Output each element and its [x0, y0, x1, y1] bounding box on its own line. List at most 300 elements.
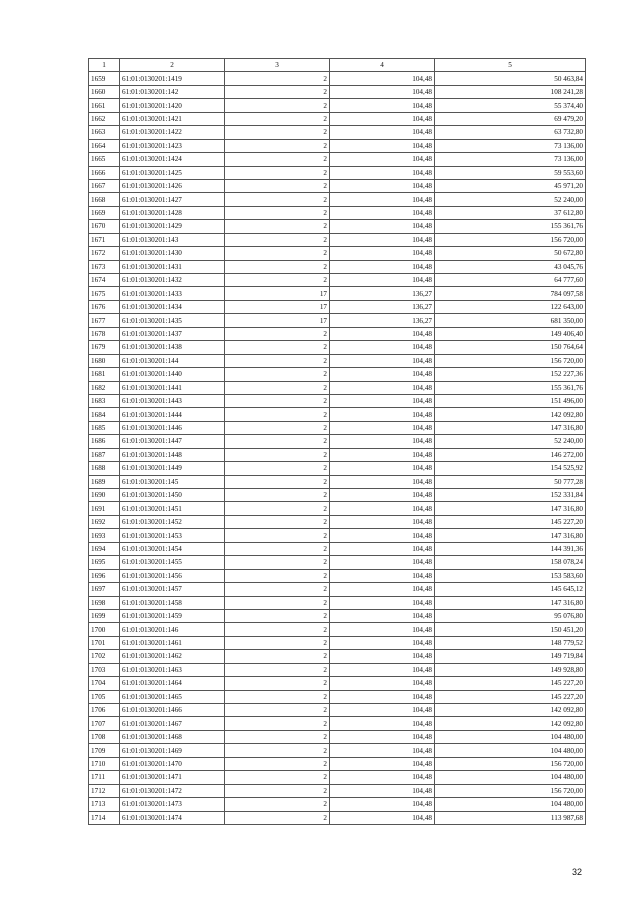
- column-5-cell: 158 078,24: [435, 556, 586, 569]
- column-5-cell: 63 732,80: [435, 126, 586, 139]
- column-3-cell: 2: [225, 233, 330, 246]
- cadastral-number-cell: 61:01:0130201:1443: [120, 394, 225, 407]
- cadastral-number-cell: 61:01:0130201:1459: [120, 609, 225, 622]
- table-row: [89, 327, 586, 340]
- cadastral-number-cell: 61:01:0130201:1435: [120, 314, 225, 327]
- cadastral-number-cell: 61:01:0130201:1462: [120, 650, 225, 663]
- column-5-cell: 142 092,80: [435, 704, 586, 717]
- cadastral-number-cell: 61:01:0130201:1453: [120, 529, 225, 542]
- column-5-cell: 155 361,76: [435, 220, 586, 233]
- cadastral-number-cell: 61:01:0130201:1455: [120, 556, 225, 569]
- table-row: [89, 85, 586, 98]
- column-4-cell: 104,48: [330, 220, 435, 233]
- row-number-cell: 1683: [89, 394, 120, 407]
- table-row: [89, 704, 586, 717]
- column-4-cell: 104,48: [330, 368, 435, 381]
- table-row: [89, 112, 586, 125]
- table-row: [89, 462, 586, 475]
- column-3-cell: 2: [225, 515, 330, 528]
- table-row: [89, 623, 586, 636]
- row-number-cell: 1696: [89, 569, 120, 582]
- row-number-cell: 1676: [89, 300, 120, 313]
- column-5-cell: 59 553,60: [435, 166, 586, 179]
- column-3-cell: 2: [225, 381, 330, 394]
- row-number-cell: 1684: [89, 408, 120, 421]
- table-row: [89, 542, 586, 555]
- column-5-cell: 145 645,12: [435, 583, 586, 596]
- column-5-cell: 45 971,20: [435, 179, 586, 192]
- column-3-cell: 2: [225, 462, 330, 475]
- column-5-cell: 155 361,76: [435, 381, 586, 394]
- column-4-cell: 104,48: [330, 556, 435, 569]
- column-4-cell: 104,48: [330, 515, 435, 528]
- table-row: [89, 408, 586, 421]
- column-5-cell: 104 480,00: [435, 798, 586, 811]
- column-3-cell: 2: [225, 354, 330, 367]
- cadastral-number-cell: 61:01:0130201:1428: [120, 206, 225, 219]
- column-header-1: 1: [89, 59, 120, 72]
- column-4-cell: 136,27: [330, 314, 435, 327]
- column-5-cell: 148 779,52: [435, 636, 586, 649]
- cadastral-number-cell: 61:01:0130201:1474: [120, 811, 225, 824]
- table-row: [89, 220, 586, 233]
- column-5-cell: 153 583,60: [435, 569, 586, 582]
- column-5-cell: 37 612,80: [435, 206, 586, 219]
- column-4-cell: 104,48: [330, 798, 435, 811]
- table-row: [89, 260, 586, 273]
- column-4-cell: 104,48: [330, 475, 435, 488]
- column-4-cell: 104,48: [330, 260, 435, 273]
- row-number-cell: 1709: [89, 744, 120, 757]
- column-3-cell: 2: [225, 448, 330, 461]
- table-row: [89, 314, 586, 327]
- cadastral-number-cell: 61:01:0130201:1422: [120, 126, 225, 139]
- row-number-cell: 1687: [89, 448, 120, 461]
- column-4-cell: 104,48: [330, 153, 435, 166]
- table-row: [89, 730, 586, 743]
- cadastral-number-cell: 61:01:0130201:1421: [120, 112, 225, 125]
- column-4-cell: 104,48: [330, 394, 435, 407]
- table-row: [89, 368, 586, 381]
- column-3-cell: 2: [225, 596, 330, 609]
- table-row: [89, 341, 586, 354]
- table-row: [89, 771, 586, 784]
- column-5-cell: 113 987,68: [435, 811, 586, 824]
- column-4-cell: 104,48: [330, 690, 435, 703]
- column-3-cell: 2: [225, 99, 330, 112]
- column-5-cell: 52 240,00: [435, 193, 586, 206]
- column-5-cell: 50 463,84: [435, 72, 586, 85]
- cadastral-number-cell: 61:01:0130201:1473: [120, 798, 225, 811]
- cadastral-number-cell: 61:01:0130201:1440: [120, 368, 225, 381]
- column-4-cell: 104,48: [330, 274, 435, 287]
- column-3-cell: 2: [225, 126, 330, 139]
- column-3-cell: 2: [225, 85, 330, 98]
- table-row: [89, 609, 586, 622]
- page-number: 32: [572, 867, 583, 877]
- table-header: [89, 59, 586, 72]
- column-4-cell: 104,48: [330, 609, 435, 622]
- column-4-cell: 104,48: [330, 354, 435, 367]
- cadastral-number-cell: 61:01:0130201:1451: [120, 502, 225, 515]
- column-4-cell: 104,48: [330, 206, 435, 219]
- cadastral-number-cell: 61:01:0130201:1450: [120, 489, 225, 502]
- column-4-cell: 104,48: [330, 623, 435, 636]
- row-number-cell: 1691: [89, 502, 120, 515]
- table-row: [89, 583, 586, 596]
- table-row: [89, 663, 586, 676]
- row-number-cell: 1712: [89, 784, 120, 797]
- column-3-cell: 2: [225, 771, 330, 784]
- row-number-cell: 1700: [89, 623, 120, 636]
- column-3-cell: 2: [225, 623, 330, 636]
- column-5-cell: 69 479,20: [435, 112, 586, 125]
- column-5-cell: 122 643,00: [435, 300, 586, 313]
- column-3-cell: 2: [225, 394, 330, 407]
- table-row: [89, 435, 586, 448]
- column-3-cell: 2: [225, 166, 330, 179]
- column-4-cell: 104,48: [330, 179, 435, 192]
- column-3-cell: 17: [225, 314, 330, 327]
- row-number-cell: 1685: [89, 421, 120, 434]
- column-3-cell: 17: [225, 300, 330, 313]
- row-number-cell: 1713: [89, 798, 120, 811]
- column-header-2: 2: [120, 59, 225, 72]
- row-number-cell: 1702: [89, 650, 120, 663]
- column-4-cell: 104,48: [330, 596, 435, 609]
- row-number-cell: 1680: [89, 354, 120, 367]
- column-4-cell: 104,48: [330, 462, 435, 475]
- column-header-3: 3: [225, 59, 330, 72]
- column-4-cell: 104,48: [330, 784, 435, 797]
- table-row: [89, 502, 586, 515]
- column-5-cell: 73 136,00: [435, 153, 586, 166]
- column-5-cell: 681 350,00: [435, 314, 586, 327]
- column-5-cell: 104 480,00: [435, 744, 586, 757]
- column-4-cell: 104,48: [330, 327, 435, 340]
- column-4-cell: 104,48: [330, 247, 435, 260]
- row-number-cell: 1671: [89, 233, 120, 246]
- table-row: [89, 179, 586, 192]
- column-5-cell: 108 241,28: [435, 85, 586, 98]
- table-row: [89, 757, 586, 770]
- column-3-cell: 2: [225, 650, 330, 663]
- column-4-cell: 104,48: [330, 529, 435, 542]
- column-4-cell: 104,48: [330, 542, 435, 555]
- column-3-cell: 2: [225, 260, 330, 273]
- column-4-cell: 136,27: [330, 287, 435, 300]
- column-4-cell: 104,48: [330, 381, 435, 394]
- table-row: [89, 556, 586, 569]
- table-row: [89, 448, 586, 461]
- row-number-cell: 1706: [89, 704, 120, 717]
- cadastral-number-cell: 61:01:0130201:1463: [120, 663, 225, 676]
- cadastral-number-cell: 61:01:0130201:1468: [120, 730, 225, 743]
- column-3-cell: 2: [225, 784, 330, 797]
- row-number-cell: 1679: [89, 341, 120, 354]
- column-3-cell: 2: [225, 139, 330, 152]
- column-4-cell: 104,48: [330, 677, 435, 690]
- table-row: [89, 636, 586, 649]
- column-5-cell: 145 227,20: [435, 677, 586, 690]
- table-row: [89, 650, 586, 663]
- column-4-cell: 104,48: [330, 233, 435, 246]
- table-row: [89, 394, 586, 407]
- table-row: [89, 193, 586, 206]
- column-5-cell: 147 316,80: [435, 502, 586, 515]
- column-4-cell: 104,48: [330, 408, 435, 421]
- column-3-cell: 2: [225, 475, 330, 488]
- column-5-cell: 151 496,00: [435, 394, 586, 407]
- row-number-cell: 1661: [89, 99, 120, 112]
- table-row: [89, 300, 586, 313]
- table-row: [89, 798, 586, 811]
- column-3-cell: 2: [225, 368, 330, 381]
- table-row: [89, 139, 586, 152]
- column-3-cell: 2: [225, 421, 330, 434]
- column-5-cell: 104 480,00: [435, 730, 586, 743]
- column-4-cell: 104,48: [330, 502, 435, 515]
- row-number-cell: 1689: [89, 475, 120, 488]
- column-3-cell: 2: [225, 569, 330, 582]
- column-5-cell: 145 227,20: [435, 515, 586, 528]
- table-row: [89, 166, 586, 179]
- column-4-cell: 104,48: [330, 650, 435, 663]
- column-5-cell: 156 720,00: [435, 233, 586, 246]
- cadastral-number-cell: 61:01:0130201:1472: [120, 784, 225, 797]
- column-3-cell: 2: [225, 247, 330, 260]
- table-row: [89, 247, 586, 260]
- row-number-cell: 1665: [89, 153, 120, 166]
- row-number-cell: 1675: [89, 287, 120, 300]
- row-number-cell: 1695: [89, 556, 120, 569]
- table-row: [89, 287, 586, 300]
- column-4-cell: 104,48: [330, 166, 435, 179]
- table-row: [89, 206, 586, 219]
- row-number-cell: 1711: [89, 771, 120, 784]
- row-number-cell: 1662: [89, 112, 120, 125]
- column-5-cell: 55 374,40: [435, 99, 586, 112]
- table-row: [89, 475, 586, 488]
- column-4-cell: 104,48: [330, 435, 435, 448]
- cadastral-number-cell: 61:01:0130201:1464: [120, 677, 225, 690]
- cadastral-number-cell: 61:01:0130201:1431: [120, 260, 225, 273]
- column-4-cell: 104,48: [330, 636, 435, 649]
- row-number-cell: 1672: [89, 247, 120, 260]
- row-number-cell: 1668: [89, 193, 120, 206]
- column-5-cell: 156 720,00: [435, 354, 586, 367]
- cadastral-number-cell: 61:01:0130201:1467: [120, 717, 225, 730]
- column-3-cell: 2: [225, 193, 330, 206]
- row-number-cell: 1707: [89, 717, 120, 730]
- row-number-cell: 1701: [89, 636, 120, 649]
- row-number-cell: 1678: [89, 327, 120, 340]
- row-number-cell: 1677: [89, 314, 120, 327]
- row-number-cell: 1660: [89, 85, 120, 98]
- column-4-cell: 104,48: [330, 704, 435, 717]
- column-4-cell: 104,48: [330, 811, 435, 824]
- column-3-cell: 2: [225, 72, 330, 85]
- column-5-cell: 156 720,00: [435, 784, 586, 797]
- column-5-cell: 104 480,00: [435, 771, 586, 784]
- column-5-cell: 50 777,28: [435, 475, 586, 488]
- cadastral-number-cell: 61:01:0130201:145: [120, 475, 225, 488]
- cadastral-number-cell: 61:01:0130201:1449: [120, 462, 225, 475]
- cadastral-number-cell: 61:01:0130201:1456: [120, 569, 225, 582]
- column-5-cell: 150 451,20: [435, 623, 586, 636]
- column-4-cell: 104,48: [330, 341, 435, 354]
- row-number-cell: 1710: [89, 757, 120, 770]
- column-3-cell: 2: [225, 153, 330, 166]
- column-5-cell: 154 525,92: [435, 462, 586, 475]
- table-row: [89, 596, 586, 609]
- column-3-cell: 2: [225, 408, 330, 421]
- column-header-5: 5: [435, 59, 586, 72]
- cadastral-number-cell: 61:01:0130201:1420: [120, 99, 225, 112]
- cadastral-number-cell: 61:01:0130201:146: [120, 623, 225, 636]
- column-3-cell: 2: [225, 542, 330, 555]
- column-5-cell: 152 227,36: [435, 368, 586, 381]
- column-4-cell: 104,48: [330, 717, 435, 730]
- column-5-cell: 43 045,76: [435, 260, 586, 273]
- row-number-cell: 1674: [89, 274, 120, 287]
- column-5-cell: 149 928,80: [435, 663, 586, 676]
- row-number-cell: 1688: [89, 462, 120, 475]
- row-number-cell: 1669: [89, 206, 120, 219]
- column-4-cell: 104,48: [330, 744, 435, 757]
- table-row: [89, 354, 586, 367]
- row-number-cell: 1697: [89, 583, 120, 596]
- column-3-cell: 2: [225, 744, 330, 757]
- cadastral-number-cell: 61:01:0130201:1433: [120, 287, 225, 300]
- column-4-cell: 104,48: [330, 193, 435, 206]
- column-4-cell: 104,48: [330, 139, 435, 152]
- column-5-cell: 147 316,80: [435, 421, 586, 434]
- table-row: [89, 784, 586, 797]
- column-3-cell: 2: [225, 489, 330, 502]
- cadastral-number-cell: 61:01:0130201:1424: [120, 153, 225, 166]
- column-3-cell: 2: [225, 690, 330, 703]
- column-3-cell: 17: [225, 287, 330, 300]
- column-3-cell: 2: [225, 179, 330, 192]
- cadastral-number-cell: 61:01:0130201:1425: [120, 166, 225, 179]
- column-3-cell: 2: [225, 341, 330, 354]
- cadastral-number-cell: 61:01:0130201:1458: [120, 596, 225, 609]
- table-row: [89, 569, 586, 582]
- row-number-cell: 1705: [89, 690, 120, 703]
- cadastral-number-cell: 61:01:0130201:1434: [120, 300, 225, 313]
- column-3-cell: 2: [225, 206, 330, 219]
- row-number-cell: 1666: [89, 166, 120, 179]
- cadastral-number-cell: 61:01:0130201:1466: [120, 704, 225, 717]
- column-5-cell: 52 240,00: [435, 435, 586, 448]
- column-3-cell: 2: [225, 663, 330, 676]
- cadastral-number-cell: 61:01:0130201:1461: [120, 636, 225, 649]
- column-5-cell: 142 092,80: [435, 408, 586, 421]
- row-number-cell: 1664: [89, 139, 120, 152]
- cadastral-number-cell: 61:01:0130201:1429: [120, 220, 225, 233]
- column-5-cell: 64 777,60: [435, 274, 586, 287]
- column-5-cell: 784 097,58: [435, 287, 586, 300]
- column-5-cell: 142 092,80: [435, 717, 586, 730]
- cadastral-number-cell: 61:01:0130201:1444: [120, 408, 225, 421]
- cadastral-number-cell: 61:01:0130201:1432: [120, 274, 225, 287]
- cadastral-number-cell: 61:01:0130201:1438: [120, 341, 225, 354]
- column-3-cell: 2: [225, 556, 330, 569]
- row-number-cell: 1681: [89, 368, 120, 381]
- cadastral-number-cell: 61:01:0130201:1419: [120, 72, 225, 85]
- row-number-cell: 1682: [89, 381, 120, 394]
- column-5-cell: 73 136,00: [435, 139, 586, 152]
- column-3-cell: 2: [225, 757, 330, 770]
- column-3-cell: 2: [225, 717, 330, 730]
- column-3-cell: 2: [225, 704, 330, 717]
- table-row: [89, 717, 586, 730]
- column-3-cell: 2: [225, 435, 330, 448]
- cadastral-number-cell: 61:01:0130201:144: [120, 354, 225, 367]
- column-3-cell: 2: [225, 274, 330, 287]
- column-5-cell: 156 720,00: [435, 757, 586, 770]
- column-3-cell: 2: [225, 798, 330, 811]
- column-4-cell: 104,48: [330, 757, 435, 770]
- table-row: [89, 744, 586, 757]
- cadastral-number-cell: 61:01:0130201:1430: [120, 247, 225, 260]
- column-4-cell: 104,48: [330, 771, 435, 784]
- row-number-cell: 1670: [89, 220, 120, 233]
- cadastral-number-cell: 61:01:0130201:1426: [120, 179, 225, 192]
- column-4-cell: 104,48: [330, 583, 435, 596]
- column-4-cell: 136,27: [330, 300, 435, 313]
- row-number-cell: 1704: [89, 677, 120, 690]
- column-5-cell: 95 076,80: [435, 609, 586, 622]
- column-4-cell: 104,48: [330, 112, 435, 125]
- row-number-cell: 1714: [89, 811, 120, 824]
- column-5-cell: 149 719,84: [435, 650, 586, 663]
- column-5-cell: 146 272,00: [435, 448, 586, 461]
- column-3-cell: 2: [225, 636, 330, 649]
- table-body: [89, 72, 586, 825]
- table-row: [89, 677, 586, 690]
- column-3-cell: 2: [225, 730, 330, 743]
- column-3-cell: 2: [225, 327, 330, 340]
- column-5-cell: 144 391,36: [435, 542, 586, 555]
- cadastral-number-cell: 61:01:0130201:1423: [120, 139, 225, 152]
- column-4-cell: 104,48: [330, 663, 435, 676]
- table-row: [89, 274, 586, 287]
- table-row: [89, 489, 586, 502]
- column-4-cell: 104,48: [330, 448, 435, 461]
- table-row: [89, 381, 586, 394]
- table-row: [89, 99, 586, 112]
- column-4-cell: 104,48: [330, 99, 435, 112]
- table-row: [89, 421, 586, 434]
- column-5-cell: 147 316,80: [435, 529, 586, 542]
- data-table: [88, 58, 586, 825]
- column-4-cell: 104,48: [330, 489, 435, 502]
- column-4-cell: 104,48: [330, 126, 435, 139]
- column-5-cell: 147 316,80: [435, 596, 586, 609]
- row-number-cell: 1659: [89, 72, 120, 85]
- row-number-cell: 1699: [89, 609, 120, 622]
- row-number-cell: 1686: [89, 435, 120, 448]
- row-number-cell: 1698: [89, 596, 120, 609]
- column-5-cell: 149 406,40: [435, 327, 586, 340]
- row-number-cell: 1694: [89, 542, 120, 555]
- cadastral-number-cell: 61:01:0130201:1454: [120, 542, 225, 555]
- cadastral-number-cell: 61:01:0130201:1427: [120, 193, 225, 206]
- cadastral-number-cell: 61:01:0130201:143: [120, 233, 225, 246]
- column-3-cell: 2: [225, 112, 330, 125]
